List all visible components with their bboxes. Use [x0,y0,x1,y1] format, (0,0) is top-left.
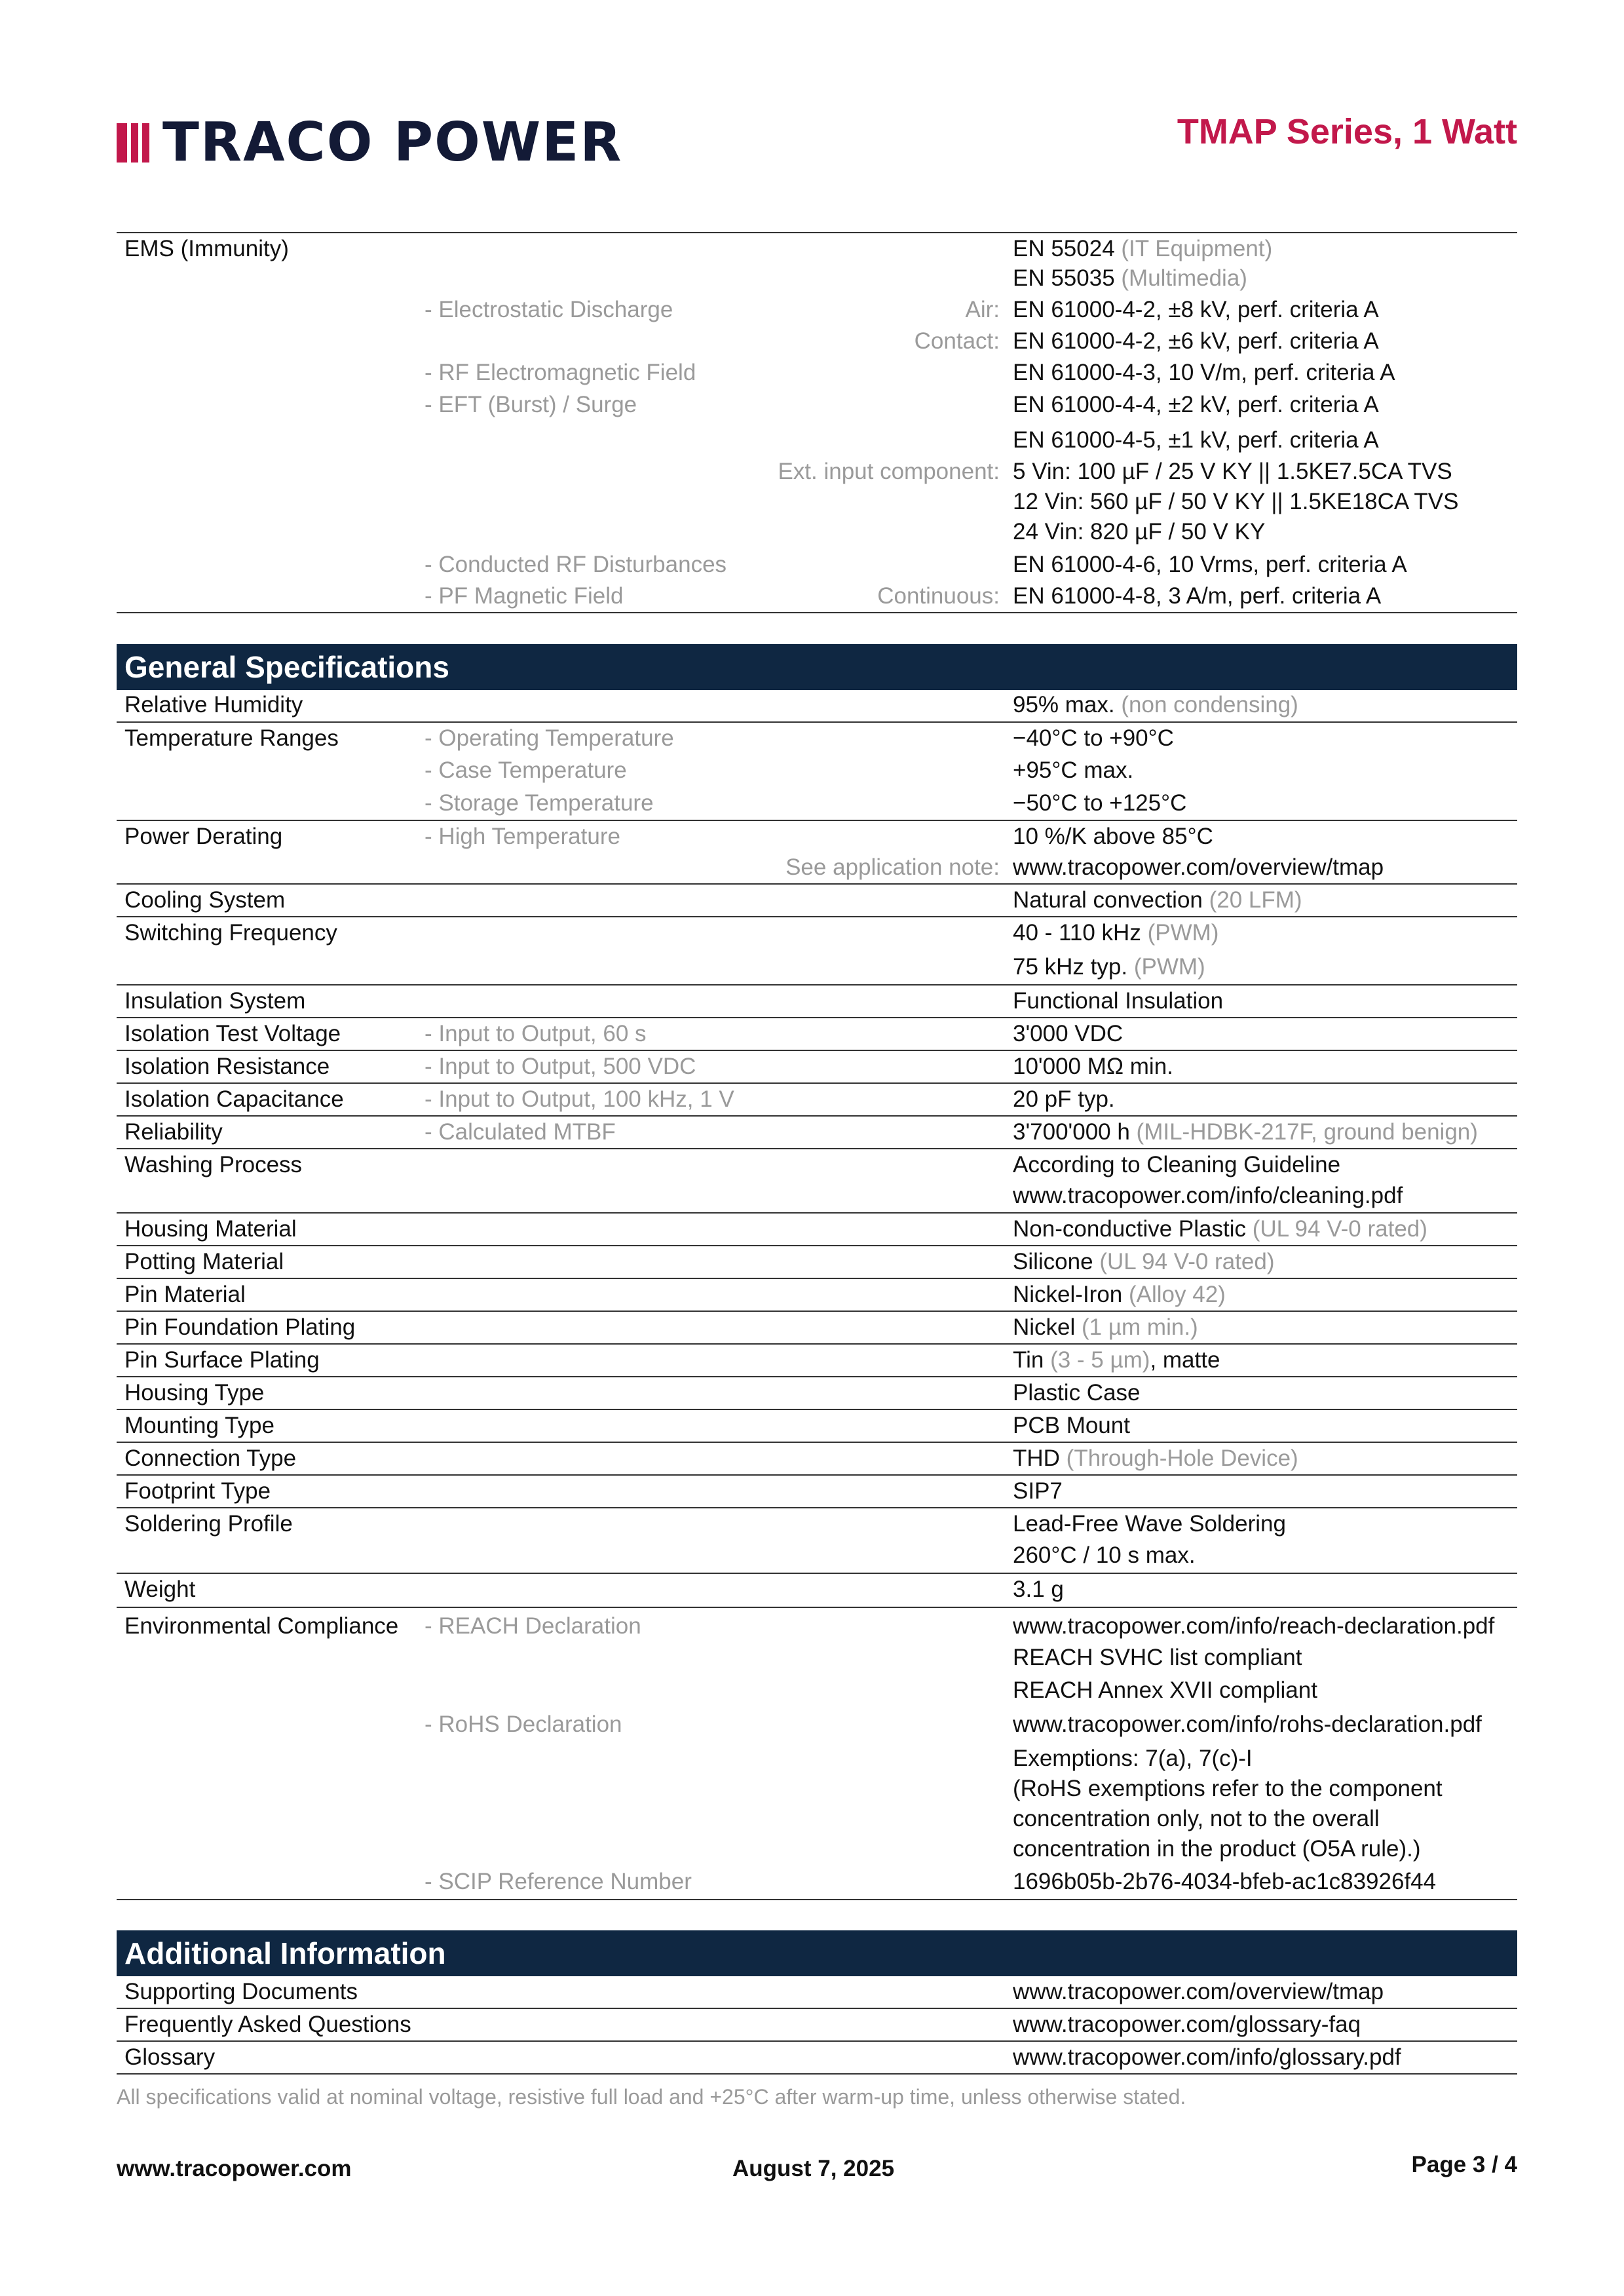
conducted-value: EN 61000-4-6, 10 Vrms, perf. criteria A [1013,552,1407,577]
traco-power-logo [117,111,623,174]
insulation-value: Functional Insulation [1013,988,1224,1014]
environmental-label: Environmental Compliance [124,1613,399,1639]
reliability-sub: - Calculated MTBF [425,1119,616,1145]
switching-note1: (PWM) [1147,920,1219,946]
iso-res-label: Isolation Resistance [124,1054,330,1079]
glossary-link[interactable]: www.tracopower.com/info/glossary.pdf [1013,2044,1401,2070]
pf-cond: Continuous: [877,583,1000,609]
pin-foundation-label: Pin Foundation Plating [124,1314,356,1340]
potting-value: Silicone [1013,1249,1093,1274]
storage-temp-label: - Storage Temperature [425,790,654,816]
additional-info-header: Additional Information [117,1930,1517,1976]
storage-temp-value: −50°C to +125°C [1013,790,1187,816]
scip-value: 1696b05b-2b76-4034-bfeb-ac1c83926f44 [1013,1869,1437,1894]
soldering-value1: Lead-Free Wave Soldering [1013,1511,1286,1537]
soldering-value2: 260°C / 10 s max. [1013,1542,1196,1568]
reliability-note: (MIL-HDBK-217F, ground benign) [1136,1119,1478,1145]
rohs-link[interactable]: www.tracopower.com/info/rohs-declaration.pdf [1013,1712,1482,1737]
reliability-label: Reliability [124,1119,223,1145]
connection-value: THD [1013,1445,1060,1471]
logo-bars-icon [117,123,149,163]
mounting-value: PCB Mount [1013,1413,1130,1438]
scip-sub: - SCIP Reference Number [425,1869,692,1894]
pin-surface-note: (3 - 5 µm) [1050,1347,1150,1373]
series-title: TMAP Series, 1 Watt [1177,112,1517,151]
insulation-label: Insulation System [124,988,306,1014]
mounting-label: Mounting Type [124,1413,274,1438]
op-temp-value: −40°C to +90°C [1013,725,1174,751]
rohs-sub: - RoHS Declaration [425,1712,622,1737]
ems-std2: EN 55035 [1013,265,1115,291]
pf-label: - PF Magnetic Field [425,583,624,609]
eft-label: - EFT (Burst) / Surge [425,392,637,417]
ext-24vin: 24 Vin: 820 µF / 50 V KY [1013,519,1266,545]
iso-cap-label: Isolation Capacitance [124,1086,344,1112]
app-note-label: See application note: [785,854,1000,880]
faq-label: Frequently Asked Questions [124,2012,411,2037]
weight-value: 3.1 g [1013,1577,1064,1602]
temp-label: Temperature Ranges [124,725,339,751]
derating-value: 10 %/K above 85°C [1013,824,1213,849]
divider [117,232,1517,233]
washing-label: Washing Process [124,1152,303,1177]
brand-name: TRACO POWER [162,111,623,174]
humidity-note: (non condensing) [1121,692,1298,718]
reliability-value: 3'700'000 h [1013,1119,1130,1145]
rohs-note2: concentration only, not to the overall [1013,1806,1380,1831]
connection-label: Connection Type [124,1445,297,1471]
reach-v1: REACH SVHC list compliant [1013,1645,1302,1670]
reach-link[interactable]: www.tracopower.com/info/reach-declaration.pdf [1013,1613,1495,1639]
cooling-note: (20 LFM) [1209,887,1302,913]
footnote: All specifications valid at nominal voltage, resistive full load and +25°C after warm-up time, unless otherwise stated. [117,2085,1186,2109]
reach-sub: - REACH Declaration [425,1613,641,1639]
footprint-label: Footprint Type [124,1478,271,1504]
switching-note2: (PWM) [1133,954,1205,980]
footer-website[interactable]: www.tracopower.com [117,2156,352,2181]
ext-label: Ext. input component: [778,459,1000,484]
op-temp-label: - Operating Temperature [425,725,674,751]
rohs-note1: (RoHS exemptions refer to the component [1013,1776,1443,1801]
housing-type-value: Plastic Case [1013,1380,1141,1406]
pin-foundation-value: Nickel [1013,1314,1076,1340]
iso-cap-value: 20 pF typ. [1013,1086,1115,1112]
faq-link[interactable]: www.tracopower.com/glossary-faq [1013,2012,1361,2037]
rohs-note3: concentration in the product (O5A rule).) [1013,1836,1421,1862]
iso-cap-sub: - Input to Output, 100 kHz, 1 V [425,1086,734,1112]
reach-v2: REACH Annex XVII compliant [1013,1677,1317,1703]
iso-voltage-sub: - Input to Output, 60 s [425,1021,647,1046]
eft-value: EN 61000-4-4, ±2 kV, perf. criteria A [1013,392,1379,417]
esd-contact-label: Contact: [914,328,1000,354]
ems-std1-note: (IT Equipment) [1121,236,1273,261]
rf-value: EN 61000-4-3, 10 V/m, perf. criteria A [1013,360,1395,385]
iso-voltage-value: 3'000 VDC [1013,1021,1124,1046]
iso-res-value: 10'000 MΩ min. [1013,1054,1173,1079]
pin-surface-label: Pin Surface Plating [124,1347,320,1373]
page-header [117,105,1517,177]
derating-label: Power Derating [124,824,283,849]
footer-date: August 7, 2025 [732,2156,895,2181]
pin-surface-tail: , matte [1150,1347,1220,1373]
footer-page-number: Page 3 / 4 [1411,2152,1517,2177]
divider [117,612,1517,613]
esd-label: - Electrostatic Discharge [425,297,673,322]
washing-link[interactable]: www.tracopower.com/info/cleaning.pdf [1013,1183,1403,1208]
switching-value1: 40 - 110 kHz [1013,920,1141,946]
rohs-v1: Exemptions: 7(a), 7(c)-I [1013,1746,1253,1771]
cooling-value: Natural convection [1013,887,1203,913]
surge-value: EN 61000-4-5, ±1 kV, perf. criteria A [1013,427,1379,453]
supporting-docs-link[interactable]: www.tracopower.com/overview/tmap [1013,1979,1384,2004]
iso-res-sub: - Input to Output, 500 VDC [425,1054,696,1079]
ems-std2-note: (Multimedia) [1121,265,1247,291]
ext-12vin: 12 Vin: 560 µF / 50 V KY || 1.5KE18CA TVS [1013,489,1459,514]
pin-material-note: (Alloy 42) [1129,1282,1226,1307]
pin-material-value: Nickel-Iron [1013,1282,1123,1307]
switching-value2: 75 kHz typ. [1013,954,1128,980]
pin-surface-value: Tin [1013,1347,1044,1373]
potting-label: Potting Material [124,1249,284,1274]
conducted-label: - Conducted RF Disturbances [425,552,727,577]
cooling-label: Cooling System [124,887,286,913]
potting-note: (UL 94 V-0 rated) [1099,1249,1275,1274]
esd-contact-value: EN 61000-4-2, ±6 kV, perf. criteria A [1013,328,1379,354]
housing-type-label: Housing Type [124,1380,265,1406]
ems-label: EMS (Immunity) [124,236,289,261]
pf-value: EN 61000-4-8, 3 A/m, perf. criteria A [1013,583,1382,609]
switching-label: Switching Frequency [124,920,337,946]
ems-std1: EN 55024 [1013,236,1115,261]
humidity-label: Relative Humidity [124,692,303,718]
humidity-value: 95% max. [1013,692,1115,718]
esd-air-value: EN 61000-4-2, ±8 kV, perf. criteria A [1013,297,1379,322]
esd-air-label: Air: [965,297,1000,322]
case-temp-value: +95°C max. [1013,757,1134,783]
case-temp-label: - Case Temperature [425,757,627,783]
iso-voltage-label: Isolation Test Voltage [124,1021,341,1046]
glossary-label: Glossary [124,2044,216,2070]
weight-label: Weight [124,1577,196,1602]
supporting-docs-label: Supporting Documents [124,1979,358,2004]
housing-material-value: Non-conductive Plastic [1013,1216,1246,1242]
pin-material-label: Pin Material [124,1282,246,1307]
footprint-value: SIP7 [1013,1478,1063,1504]
connection-note: (Through-Hole Device) [1066,1445,1298,1471]
rf-label: - RF Electromagnetic Field [425,360,696,385]
housing-material-label: Housing Material [124,1216,297,1242]
housing-material-note: (UL 94 V-0 rated) [1252,1216,1427,1242]
derating-sub: - High Temperature [425,824,620,849]
washing-value: According to Cleaning Guideline [1013,1152,1341,1177]
ext-5vin: 5 Vin: 100 µF / 25 V KY || 1.5KE7.5CA TVS [1013,459,1452,484]
pin-foundation-note: (1 µm min.) [1082,1314,1198,1340]
app-note-link[interactable]: www.tracopower.com/overview/tmap [1013,854,1384,880]
general-specs-header: General Specifications [117,644,1517,690]
soldering-label: Soldering Profile [124,1511,293,1537]
